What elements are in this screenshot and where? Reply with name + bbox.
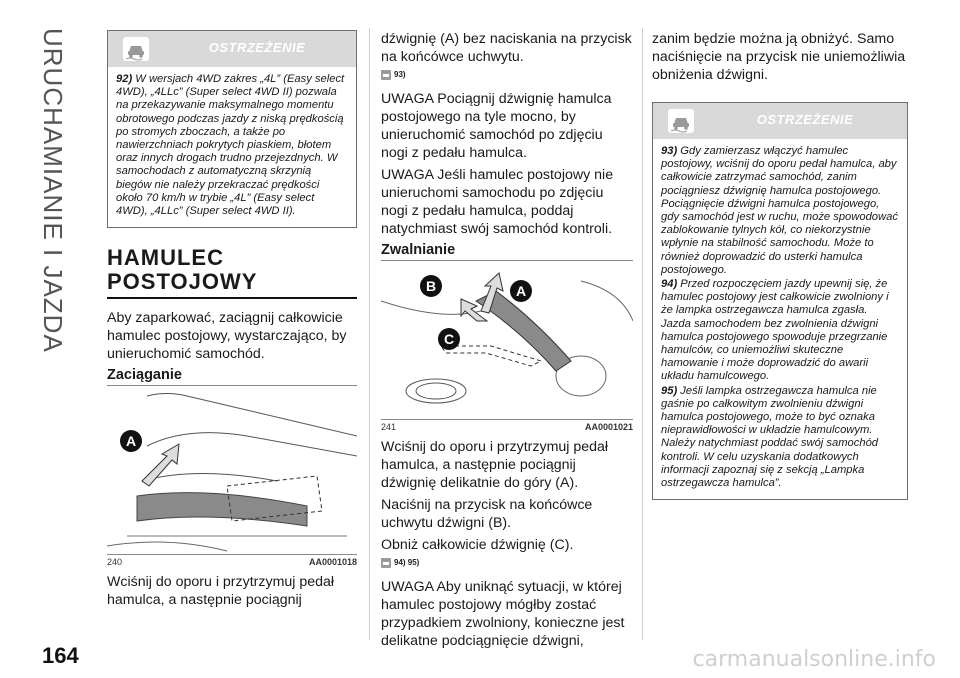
column-1 <box>107 30 357 613</box>
warning-item <box>116 73 348 218</box>
figure-caption <box>381 422 633 432</box>
warning-text: Gdy zamierzasz włączyć hamulec postojowy, wciśnij do oporu pedał hamulca, aby całkowicie zatrzymać samochód, zanim pociągniesz dźwignię hamulca postojowego. Pociągnięcie dźwigni hamulca postojowego, gdy samochód jest w ruchu, może spowodować zablokowanie tylnych kół, co niekorzystnie wpłynie na stabilność samochodu. Może to również doprowadzić do usterki hamulca postojowego. <box>661 145 898 276</box>
subheading-engaging: Zaciąganie <box>107 367 182 384</box>
figure-caption <box>107 557 357 567</box>
warning-reference <box>381 70 633 86</box>
paragraph: zanim będzie można ją obniżyć. Samo naciśnięcie na przycisk nie uniemożliwia obniżenia dźwigni. <box>652 31 906 83</box>
subheading-releasing: Zwalnianie <box>381 242 456 258</box>
parking-brake-lever-illustration <box>107 386 357 554</box>
warning-title: OSTRZEŻENIE <box>208 40 306 55</box>
reference-number: 94) 95) <box>394 558 420 567</box>
warning-text: W wersjach 4WD zakres „4L” (Easy select 4WD), „4LLc” (Super select 4WD II) pozwala na przekazywanie maksymalnego momentu obrotowego podczas jazdy z niską prędkością po stromych zboczach, a także po nawierzchniach pokrytych piaskiem, błotem oraz innych drogach trudno przejezdnych. W samochodach z automatyczną skrzynią biegów nie należy przekraczać prędkości około 70 km/h w trybie „4L” (Easy select 4WD), „4LLc” (Super select 4WD II). <box>116 73 345 218</box>
figure-label-b: B <box>425 278 437 294</box>
car-skid-warning-icon <box>122 36 150 62</box>
parking-brake-release-illustration <box>381 261 633 419</box>
warning-box <box>652 102 908 500</box>
figure-240 <box>107 385 357 555</box>
warning-reference <box>381 558 633 574</box>
warning-item <box>661 278 899 384</box>
warning-box <box>107 30 357 228</box>
page-number: 164 <box>42 643 79 668</box>
paragraph: Wciśnij do oporu i przytrzymuj pedał hamulca, a następnie pociągnij <box>107 574 335 609</box>
reference-number: 93) <box>394 70 406 79</box>
figure-code: AA0001021 <box>584 422 633 432</box>
paragraph: UWAGA Jeśli hamulec postojowy nie unieruchomi samochodu po zdjęciu nogi z pedału hamulca, poddaj natychmiast swój samochód kontroli. <box>381 167 614 237</box>
car-skid-warning-icon <box>381 558 391 568</box>
warning-title: OSTRZEŻENIE <box>756 112 854 127</box>
warning-item <box>661 385 899 491</box>
warning-text: Jeśli lampka ostrzegawcza hamulca nie gaśnie po całkowitym zwolnieniu dźwigni hamulca postojowego, może to być oznaka nieprawidłowości w układzie hamulcowym. Należy natychmiast poddać swój samochód kontroli. W celu uzyskania dodatkowych informacji zapoznaj się z sekcją „Lampka ostrzegawcza hamulca”. <box>661 384 879 490</box>
figure-label-c: C <box>443 331 455 347</box>
warning-header <box>108 31 356 67</box>
intro-paragraph: Aby zaparkować, zaciągnij całkowicie hamulec postojowy, wystarczająco, by unieruchomić samochód. <box>107 310 347 363</box>
side-tab <box>0 0 90 678</box>
side-tab-label: URUCHAMIANIE I JAZDA <box>38 28 68 353</box>
warning-header <box>653 103 907 139</box>
warning-number: 95) <box>661 384 678 397</box>
section-heading-line1: HAMULEC <box>107 245 224 271</box>
column-3 <box>652 30 908 500</box>
warning-body <box>108 67 356 227</box>
warning-body <box>653 139 907 499</box>
figure-number: 240 <box>107 557 123 568</box>
paragraph: Wciśnij do oporu i przytrzymuj pedał hamulca, a następnie pociągnij dźwignię delikatnie do góry (A). <box>381 439 609 491</box>
paragraph: Naciśnij na przycisk na końcówce uchwytu dźwigni (B). <box>381 497 593 531</box>
warning-item <box>661 145 899 277</box>
paragraph: Obniż całkowicie dźwignię (C). <box>381 537 574 553</box>
column-2 <box>381 30 633 654</box>
figure-241 <box>381 260 633 420</box>
heading-rule <box>107 297 357 299</box>
warning-number: 92) <box>116 73 133 85</box>
warning-number: 94) <box>661 278 678 291</box>
column-divider <box>642 28 643 640</box>
column-divider <box>369 28 370 640</box>
car-skid-warning-icon <box>381 70 391 80</box>
figure-code: AA0001018 <box>308 557 357 568</box>
figure-label-a: A <box>125 433 137 450</box>
paragraph: dźwignię (A) bez naciskania na przycisk na końcówce uchwytu. <box>381 31 632 65</box>
section-heading-line2: POSTOJOWY <box>107 269 258 295</box>
car-skid-warning-icon <box>667 108 695 134</box>
figure-number: 241 <box>381 422 397 432</box>
warning-number: 93) <box>661 145 678 157</box>
figure-label-a: A <box>515 283 527 299</box>
paragraph: UWAGA Aby uniknąć sytuacji, w której hamulec postojowy mógłby zostać przypadkiem zwolniony, konieczne jest delikatne podciągnięcie dźwigni, <box>381 579 625 649</box>
section-heading <box>107 246 357 294</box>
warning-text: Przed rozpoczęciem jazdy upewnij się, że hamulec postojowy jest całkowicie zwolniony i że lampka ostrzegawcza hamulca zgasła. Jazda samochodem bez zwolnienia dźwigni hamulca postojowego spowoduje przegrzanie hamulców, co uniemożliwi skuteczne hamowanie i może doprowadzić do awarii układu hamulcowego. <box>661 278 889 383</box>
paragraph: UWAGA Pociągnij dźwignię hamulca postojowego na tyle mocno, by unieruchomić samochód po zdjęciu nogi z pedału hamulca. <box>381 91 612 161</box>
watermark: carmanualsonline.info <box>692 647 936 672</box>
